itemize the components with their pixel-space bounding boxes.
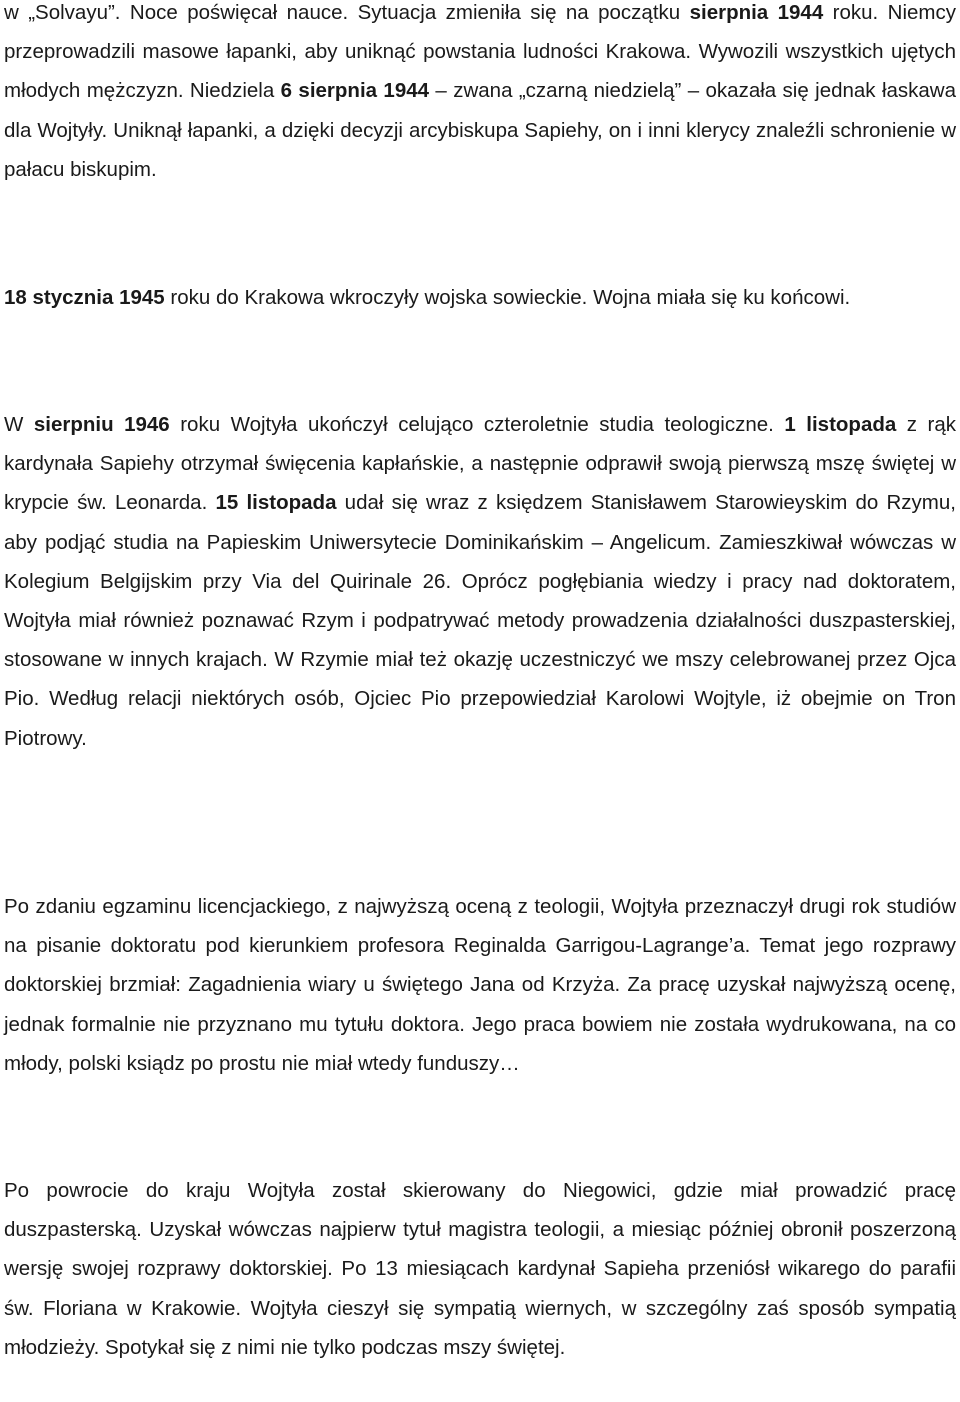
text-segment: Po powrocie do kraju Wojtyła został skierowany do Niegowici, gdzie miał prowadzić pracę duszpasterską. Uzyskał wówczas najpierw tytuł magistra teologii, a miesiąc później obronił poszerzoną wersję swojej rozprawy doktorskiej. Po 13 miesiącach kardynał Sapieha przeniósł wikarego do parafii św. Floriana w Krakowie. Wojtyła cieszył się sympatią wiernych, w szczególny zaś sposób sympatią młodzieży. Spotykał się z nimi nie tylko podczas mszy świętej.: [4, 1179, 956, 1359]
text-segment: roku. Niemcy przeprowadzili masowe łapanki, aby uniknąć powstania ludności Krakowa. Wywozili wszystkich ujętych młodych mężczyzn. Niedziela: [4, 1, 957, 103]
bold-date: 6 sierpnia 1944: [280, 79, 430, 103]
paragraph: [4, 278, 956, 317]
paragraph: [4, 0, 956, 189]
bold-date: 1 listopada: [784, 413, 897, 436]
text-segment: roku Wojtyła ukończył celująco czteroletnie studia teologiczne.: [169, 413, 785, 436]
bold-date: sierpniu 1946: [33, 413, 170, 436]
text-segment: z rąk kardynała Sapiehy otrzymał święcenia kapłańskie, a następnie odprawił swoją pierwszą mszę świętej w krypcie św. Leonarda.: [4, 413, 957, 515]
bold-date: sierpnia 1944: [689, 1, 824, 24]
text-segment: W: [4, 413, 34, 436]
text-segment: roku do Krakowa wkroczyły wojska sowieckie. Wojna miała się ku końcowi.: [164, 286, 851, 309]
paragraph: [4, 405, 956, 758]
text-segment: udał się wraz z księdzem Stanisławem Starowieyskim do Rzymu, aby podjąć studia na Papieskim Uniwersytecie Dominikańskim – Angelicum. Zamieszkiwał wówczas w Kolegium Belgijskim przy Via del Quirinale 26. Oprócz pogłębiania wiedzy i pracy nad doktoratem, Wojtyła miał również poznawać Rzym i podpatrywać metody prowadzenia działalności duszpasterskiej, stosowane w innych krajach. W Rzymie miał też okazję uczestniczyć we mszy celebrowanej przez Ojca Pio. Według relacji niektórych osób, Ojciec Pio przepowiedział Karolowi Wojtyle, iż obejmie on Tron Piotrowy.: [4, 491, 956, 750]
text-segment: w „Solvayu”. Noce poświęcał nauce. Sytuacja zmieniła się na początku: [4, 1, 690, 24]
paragraph: [4, 887, 956, 1083]
paragraph: [4, 1171, 956, 1367]
text-segment: Po zdaniu egzaminu licencjackiego, z najwyższą oceną z teologii, Wojtyła przeznaczył drugi rok studiów na pisanie doktoratu pod kierunkiem profesora Reginalda Garrigou-Lagrange’a. Temat jego rozprawy doktorskiej brzmiał: Zagadnienia wiary u świętego Jana od Krzyża. Za pracę uzyskał najwyższą ocenę, jednak formalnie nie przyznano mu tytułu doktora. Jego praca bowiem nie została wydrukowana, na co młody, polski ksiądz po prostu nie miał wtedy funduszy…: [4, 895, 956, 1075]
bold-date: 15 listopada: [215, 491, 337, 515]
text-segment: – zwana „czarną niedzielą” – okazała się jednak łaskawa dla Wojtyły. Uniknął łapanki, a dzięki decyzji arcybiskupa Sapiehy, on i inni klerycy znaleźli schronienie w pałacu biskupim.: [4, 79, 957, 181]
bold-date: 18 stycznia 1945: [4, 286, 165, 309]
